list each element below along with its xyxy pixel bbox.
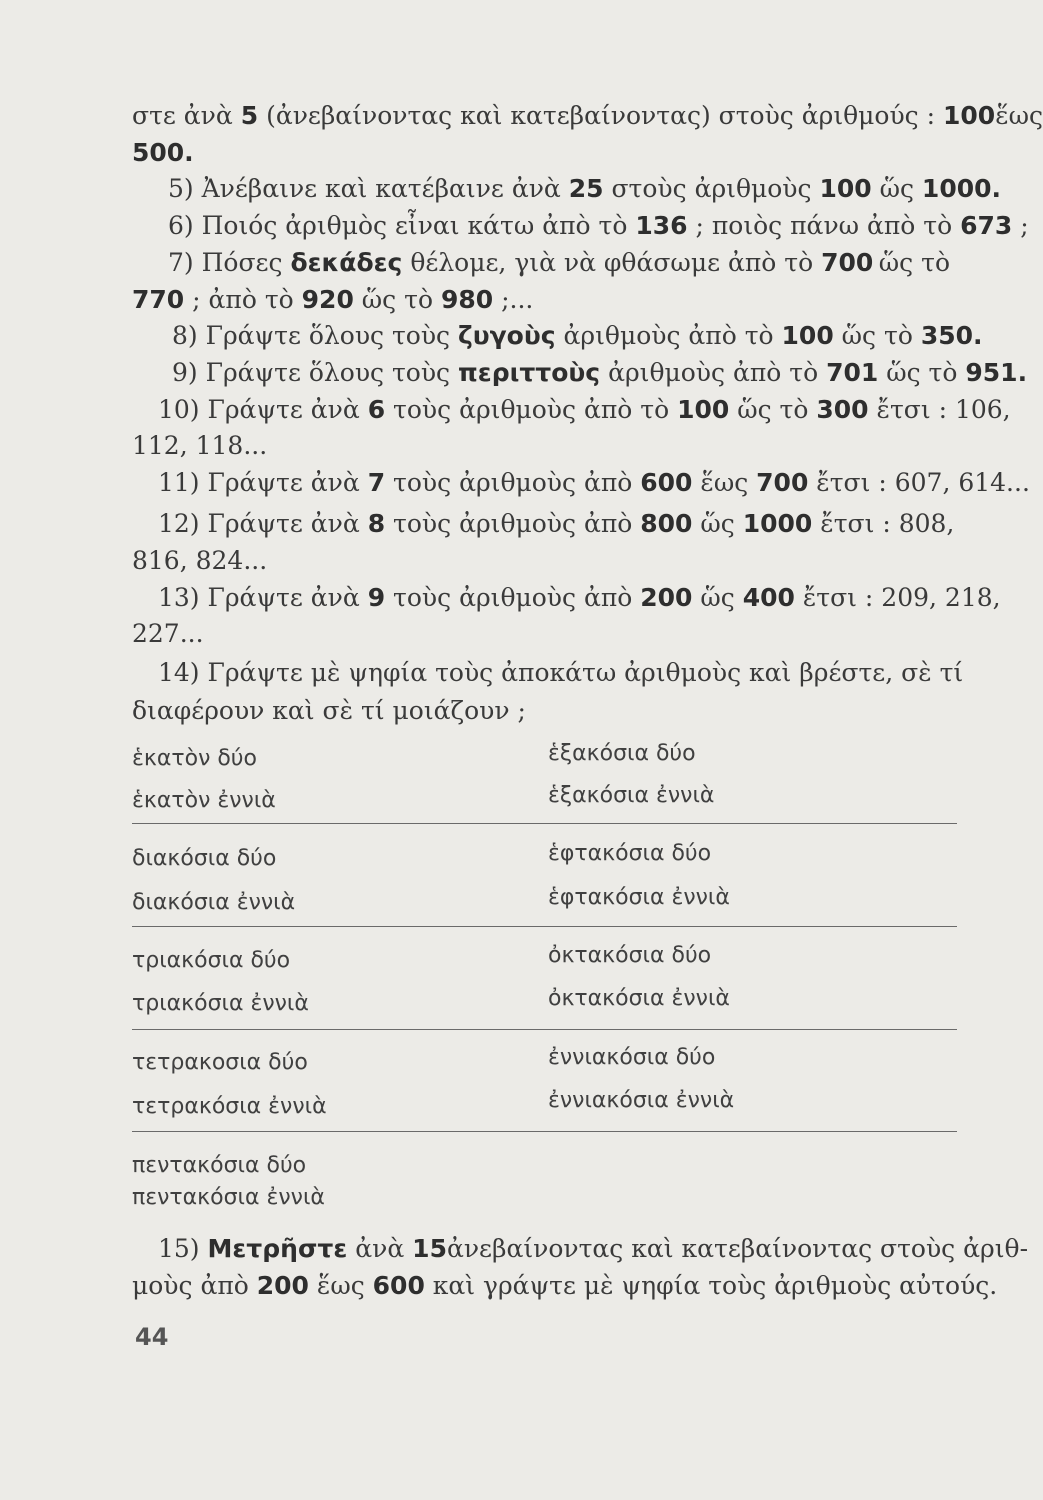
- number-word-right: ἑξακόσια δύο: [548, 741, 696, 766]
- number-word-left: τριακόσια ἐννιὰ: [132, 991, 309, 1016]
- number-word-left: πεντακόσια ἐννιὰ: [132, 1185, 325, 1210]
- number-word-right: ὀκτακόσια δύο: [548, 943, 712, 968]
- number-word-left: ἑκατὸν ἐννιὰ: [132, 788, 276, 813]
- exercise-7-line-2: 770 ; ἀπὸ τὸ 920 ὥς τὸ 980 ;...: [132, 285, 534, 314]
- number-word-right: ἑξακόσια ἐννιὰ: [548, 783, 715, 808]
- page-number: 44: [135, 1323, 169, 1351]
- exercise-12-line-2: 816, 824...: [132, 546, 268, 575]
- exercise-4-line-2: 500.: [132, 138, 194, 167]
- table-divider: [132, 823, 957, 824]
- text: στε ἀνὰ 5 (ἀνεβαίνοντας καὶ κατεβαίνοντας) στοὺς ἀριθμούς : 100: [132, 101, 996, 130]
- exercise-6: 6) Ποιός ἀριθμὸς εἶναι κάτω ἀπὸ τὸ 136 ; ποιὸς πάνω ἀπὸ τὸ 673 ;: [168, 211, 1029, 240]
- number-word-right: ἑφτακόσια ἐννιὰ: [548, 885, 730, 910]
- number-word-right: ὀκτακόσια ἐννιὰ: [548, 986, 730, 1011]
- number-word-left: τετρακόσια ἐννιὰ: [132, 1094, 327, 1119]
- number-word-right: ἐννιακόσια δύο: [548, 1045, 716, 1070]
- exercise-5: 5) Ἀνέβαινε καὶ κατέβαινε ἀνὰ 25 στοὺς ἀριθμοὺς 100 ὥς 1000.: [168, 174, 1001, 203]
- exercise-4-continuation: [132, 100, 1043, 132]
- exercise-14: 14) Γράψτε μὲ ψηφία τοὺς ἀποκάτω ἀριθμοὺς καὶ βρέστε, σὲ τί: [158, 658, 964, 687]
- number-word-left: τριακόσια δύο: [132, 948, 291, 973]
- number-word-left: διακόσια δύο: [132, 846, 277, 871]
- number-word-left: διακόσια ἐννιὰ: [132, 890, 296, 915]
- exercise-9: 9) Γράψτε ὅλους τοὺς περιττοὺς ἀριθμοὺς ἀπὸ τὸ 701 ὥς τὸ 951.: [172, 358, 1028, 387]
- number-word-right: ἑφτακόσια δύο: [548, 841, 712, 866]
- number-word-left: τετρακοσια δύο: [132, 1050, 308, 1075]
- exercise-8: 8) Γράψτε ὅλους τοὺς ζυγοὺς ἀριθμοὺς ἀπὸ τὸ 100 ὥς τὸ 350.: [172, 321, 983, 350]
- number-word-left: πεντακόσια δύο: [132, 1153, 307, 1178]
- exercise-7: 7) Πόσες δεκάδες θέλομε, γιὰ νὰ φθάσωμε ἀπὸ τὸ 700 ὥς τὸ: [168, 248, 950, 277]
- exercise-13: 13) Γράψτε ἀνὰ 9 τοὺς ἀριθμοὺς ἀπὸ 200 ὥς 400 ἔτσι : 209, 218,: [158, 583, 1001, 612]
- text-end: ἕως: [995, 101, 1043, 130]
- exercise-10: 10) Γράψτε ἀνὰ 6 τοὺς ἀριθμοὺς ἀπὸ τὸ 100 ὥς τὸ 300 ἔτσι : 106,: [158, 395, 1011, 424]
- table-divider: [132, 926, 957, 927]
- exercise-13-line-2: 227...: [132, 619, 204, 648]
- exercise-10-line-2: 112, 118...: [132, 431, 268, 460]
- table-divider: [132, 1131, 957, 1132]
- number-word-right: ἐννιακόσια ἐννιὰ: [548, 1088, 735, 1113]
- exercise-12: 12) Γράψτε ἀνὰ 8 τοὺς ἀριθμοὺς ἀπὸ 800 ὥς 1000 ἔτσι : 808,: [158, 509, 955, 538]
- number-word-left: ἑκατὸν δύο: [132, 746, 257, 771]
- exercise-15-line-2: μοὺς ἀπὸ 200 ἕως 600 καὶ γράψτε μὲ ψηφία τοὺς ἀριθμοὺς αὐτούς.: [132, 1271, 998, 1300]
- exercise-15: 15) Μετρῆστε ἀνὰ 15 ἀνεβαίνοντας καὶ κατεβαίνοντας στοὺς ἀριθ-: [158, 1234, 1029, 1263]
- table-divider: [132, 1029, 957, 1030]
- exercise-14-line-2: διαφέρουν καὶ σὲ τί μοιάζουν ;: [132, 696, 526, 725]
- exercise-11: 11) Γράψτε ἀνὰ 7 τοὺς ἀριθμοὺς ἀπὸ 600 ἕως 700 ἔτσι : 607, 614...: [158, 468, 1030, 497]
